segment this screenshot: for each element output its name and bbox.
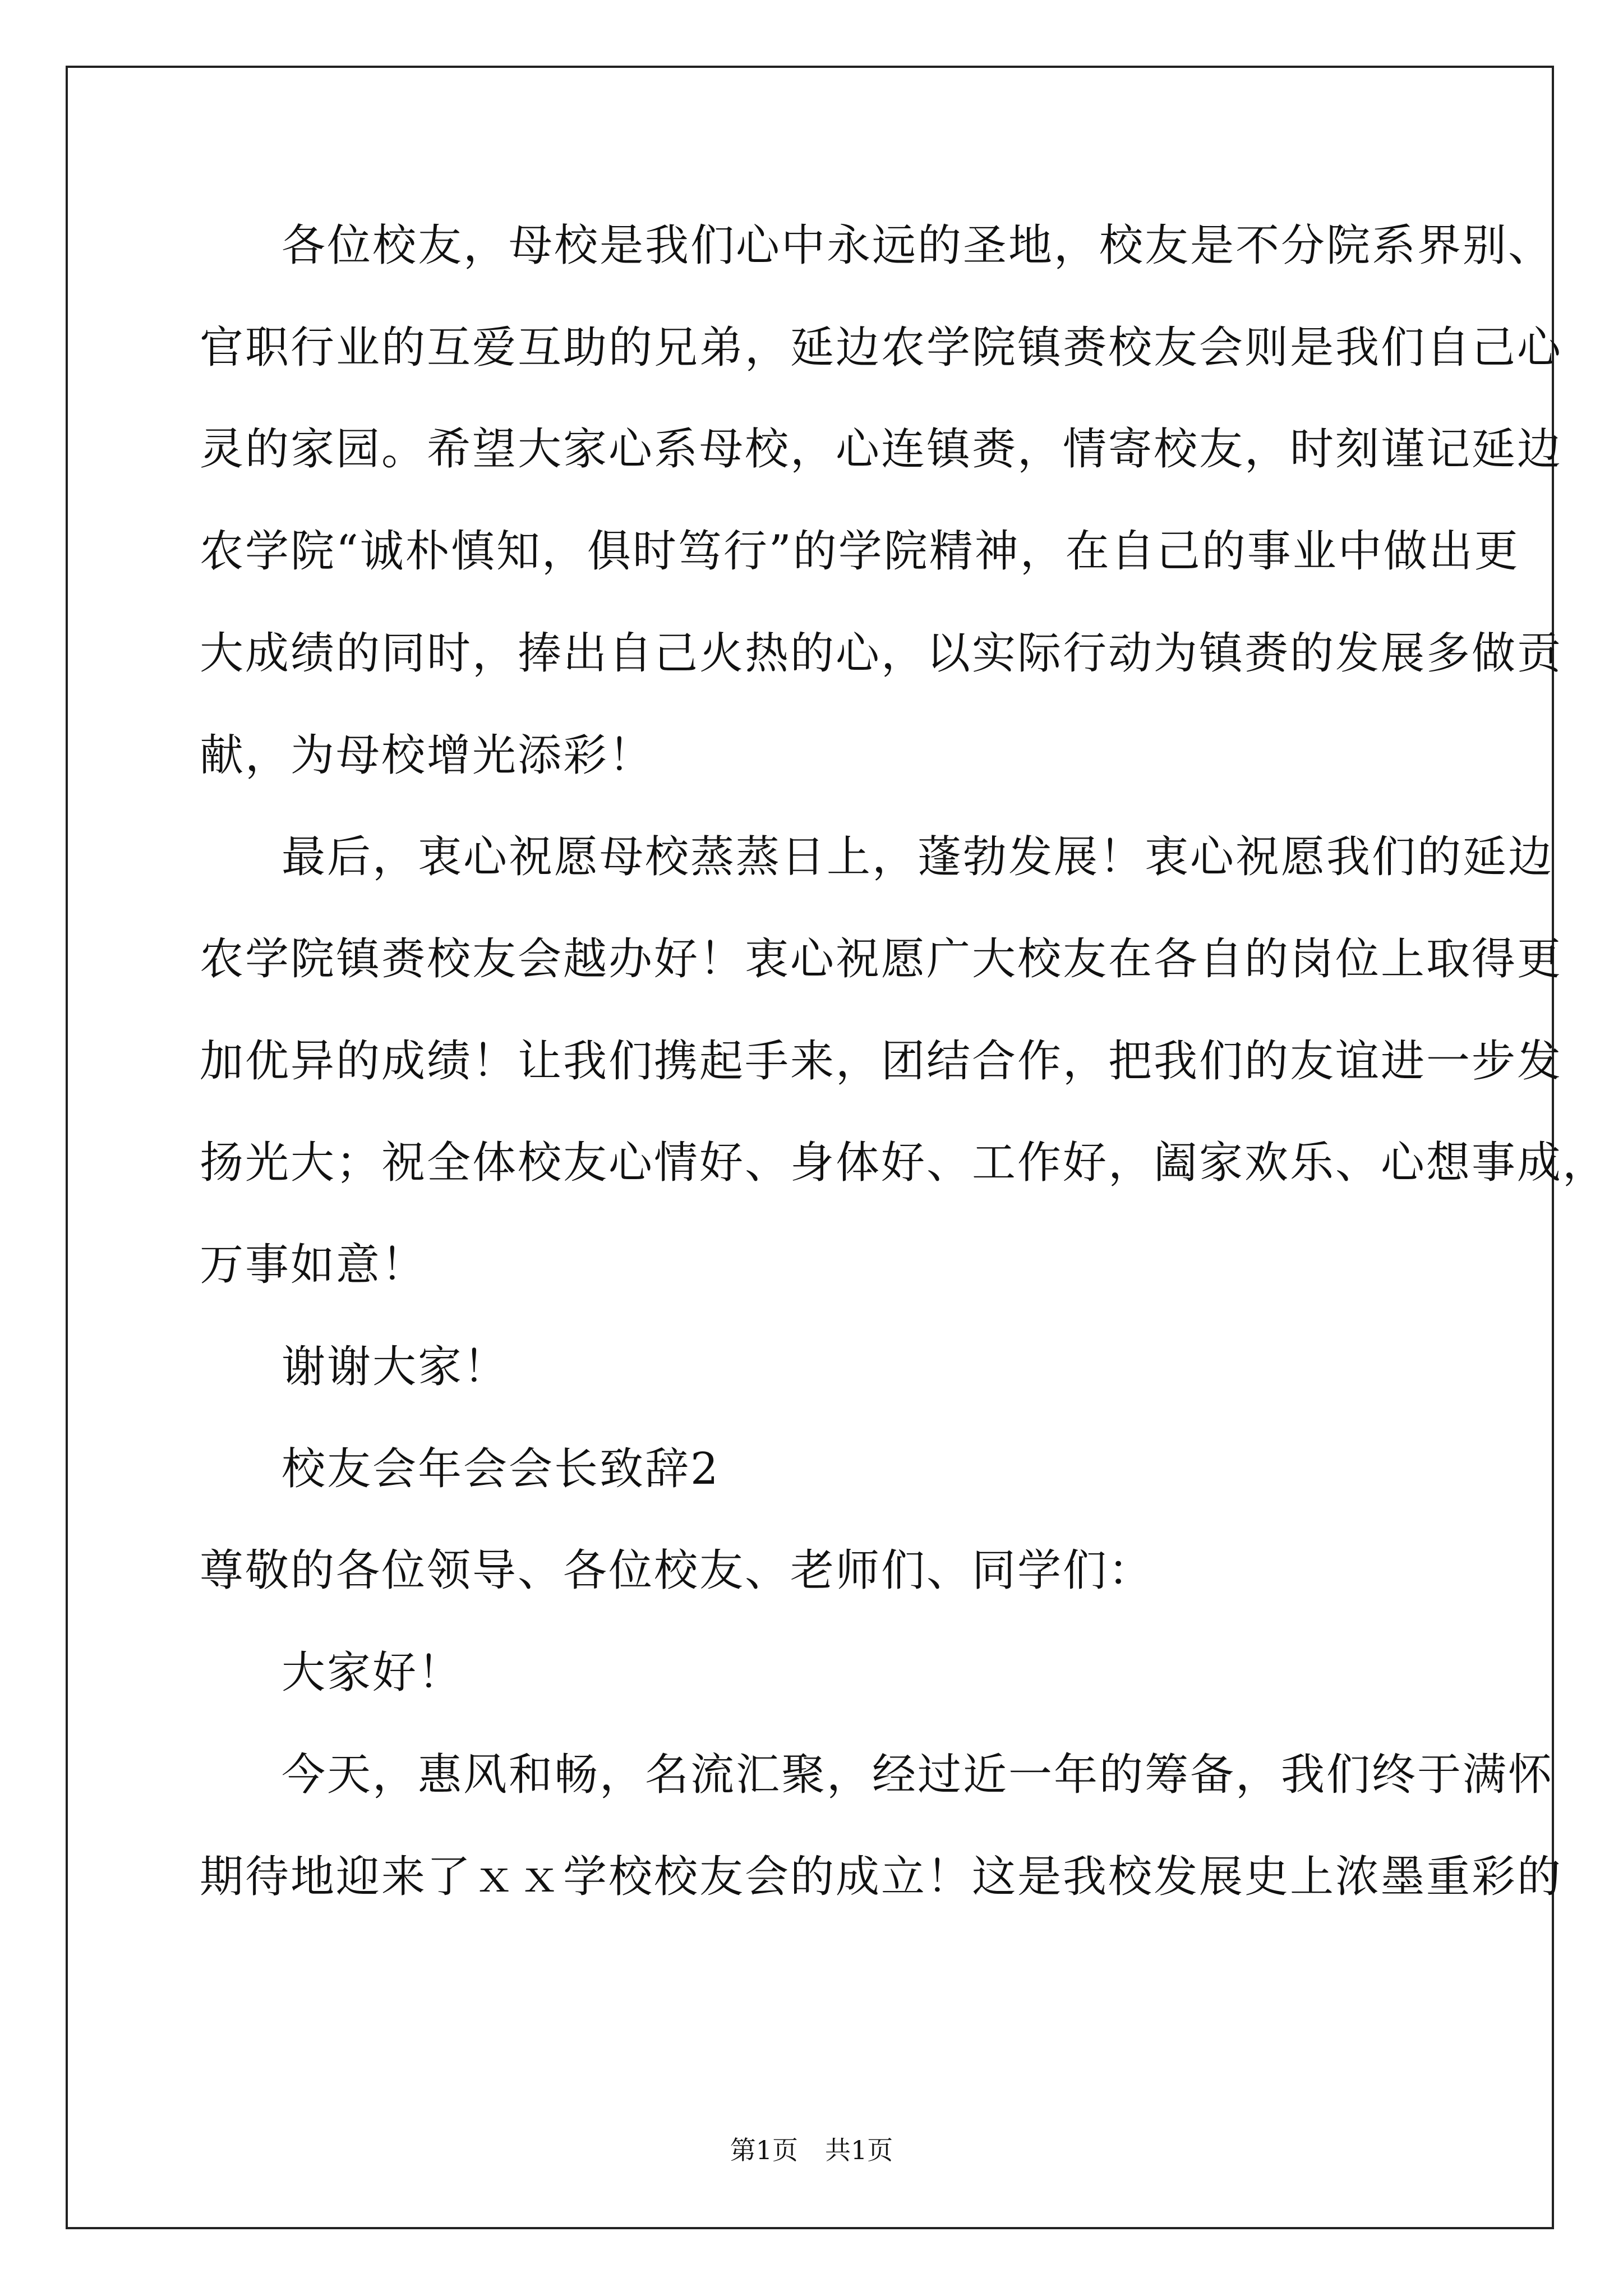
paragraph-line: 今天，惠风和畅，名流汇聚，经过近一年的筹备，我们终于满怀: [282, 1750, 1554, 1800]
paragraph-line: 各位校友，母校是我们心中永远的圣地，校友是不分院系界别、: [282, 220, 1554, 271]
page-footer: [0, 2133, 1623, 2167]
paragraph-line: 万事如意！: [200, 1240, 427, 1290]
paragraph-line: 献，为母校增光添彩！: [200, 730, 654, 781]
section-title: 校友会年会会长致辞2: [282, 1444, 720, 1494]
paragraph-line: 灵的家园。希望大家心系母校，心连镇赉，情寄校友，时刻谨记延边: [200, 424, 1563, 475]
paragraph-line: 农学院镇赉校友会越办好！衷心祝愿广大校友在各自的岗位上取得更: [200, 934, 1563, 984]
paragraph-line: 农学院“诚朴慎知，俱时笃行”的学院精神，在自己的事业中做出更: [200, 526, 1520, 577]
page-number: 第1页: [730, 2135, 798, 2165]
paragraph-line: 期待地迎来了ｘｘ学校校友会的成立！这是我校发展史上浓墨重彩的: [200, 1852, 1563, 1902]
paragraph-line: 最后，衷心祝愿母校蒸蒸日上，蓬勃发展！衷心祝愿我们的延边: [282, 832, 1554, 882]
paragraph-line: 扬光大；祝全体校友心情好、身体好、工作好，阖家欢乐、心想事成，: [200, 1138, 1608, 1188]
closing-line: 谢谢大家！: [282, 1342, 509, 1392]
paragraph-line: 加优异的成绩！让我们携起手来，团结合作，把我们的友谊进一步发: [200, 1036, 1563, 1087]
paragraph-line: 官职行业的互爱互助的兄弟，延边农学院镇赉校友会则是我们自己心: [200, 323, 1563, 373]
greeting-line: 大家好！: [282, 1648, 464, 1698]
paragraph-line: 大成绩的同时，捧出自己火热的心，以实际行动为镇赉的发展多做贡: [200, 628, 1563, 679]
page-total: 共1页: [825, 2135, 893, 2165]
salutation-line: 尊敬的各位领导、各位校友、老师们、同学们：: [200, 1545, 1154, 1596]
